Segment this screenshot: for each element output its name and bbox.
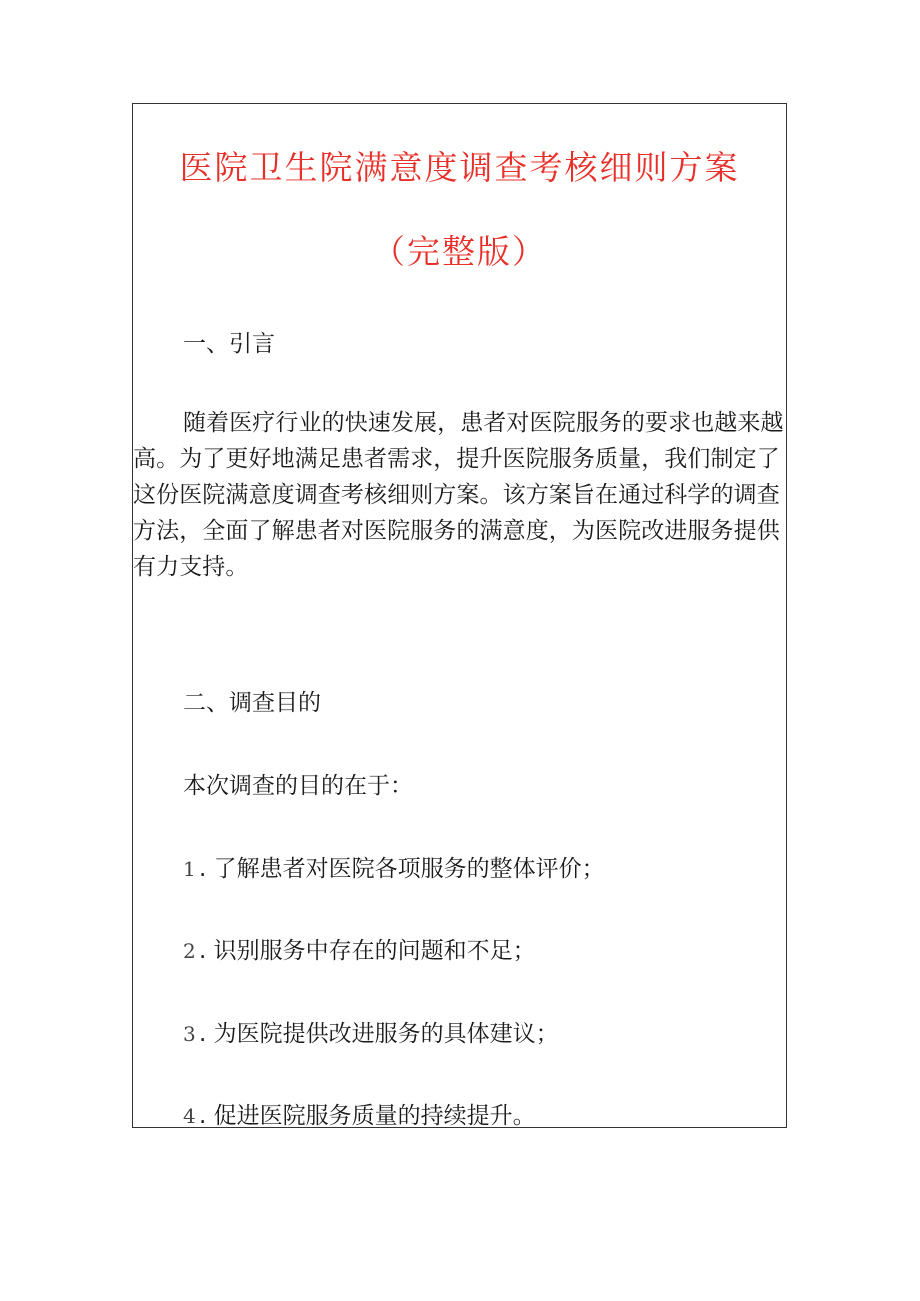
section-heading-purpose: 二、调查目的 [183, 690, 321, 716]
list-item-text: . 识别服务中存在的问题和不足； [199, 938, 536, 964]
document-title: 医院卫生院满意度调查考核细则方案 [179, 148, 740, 187]
list-item-text: . 为医院提供改进服务的具体建议； [199, 1021, 559, 1047]
list-item-number: 4 [183, 1104, 196, 1128]
list-item [183, 932, 536, 965]
list-item-number: 3 [183, 1022, 196, 1046]
document-subtitle: （完整版） [372, 232, 547, 271]
list-item [183, 850, 605, 883]
purpose-lead: 本次调查的目的在于： [183, 773, 413, 799]
list-item [183, 1015, 559, 1048]
section-heading-intro: 一、引言 [183, 331, 275, 357]
list-item-text: . 了解患者对医院各项服务的整体评价； [199, 856, 605, 882]
list-item [183, 1097, 536, 1128]
page-frame [132, 103, 787, 1128]
list-item-number: 2 [183, 939, 196, 963]
intro-paragraph: 随着医疗行业的快速发展，患者对医院服务的要求也越来越高。为了更好地满足患者需求，提升医院服务质量，我们制定了这份医院满意度调查考核细则方案。该方案旨在通过科学的调查方法，全面了解患者对医院服务的满意度，为医院改进服务提供有力支持。 [133, 410, 784, 580]
list-item-text: . 促进医院服务质量的持续提升。 [199, 1103, 536, 1128]
list-item-number: 1 [183, 857, 196, 881]
